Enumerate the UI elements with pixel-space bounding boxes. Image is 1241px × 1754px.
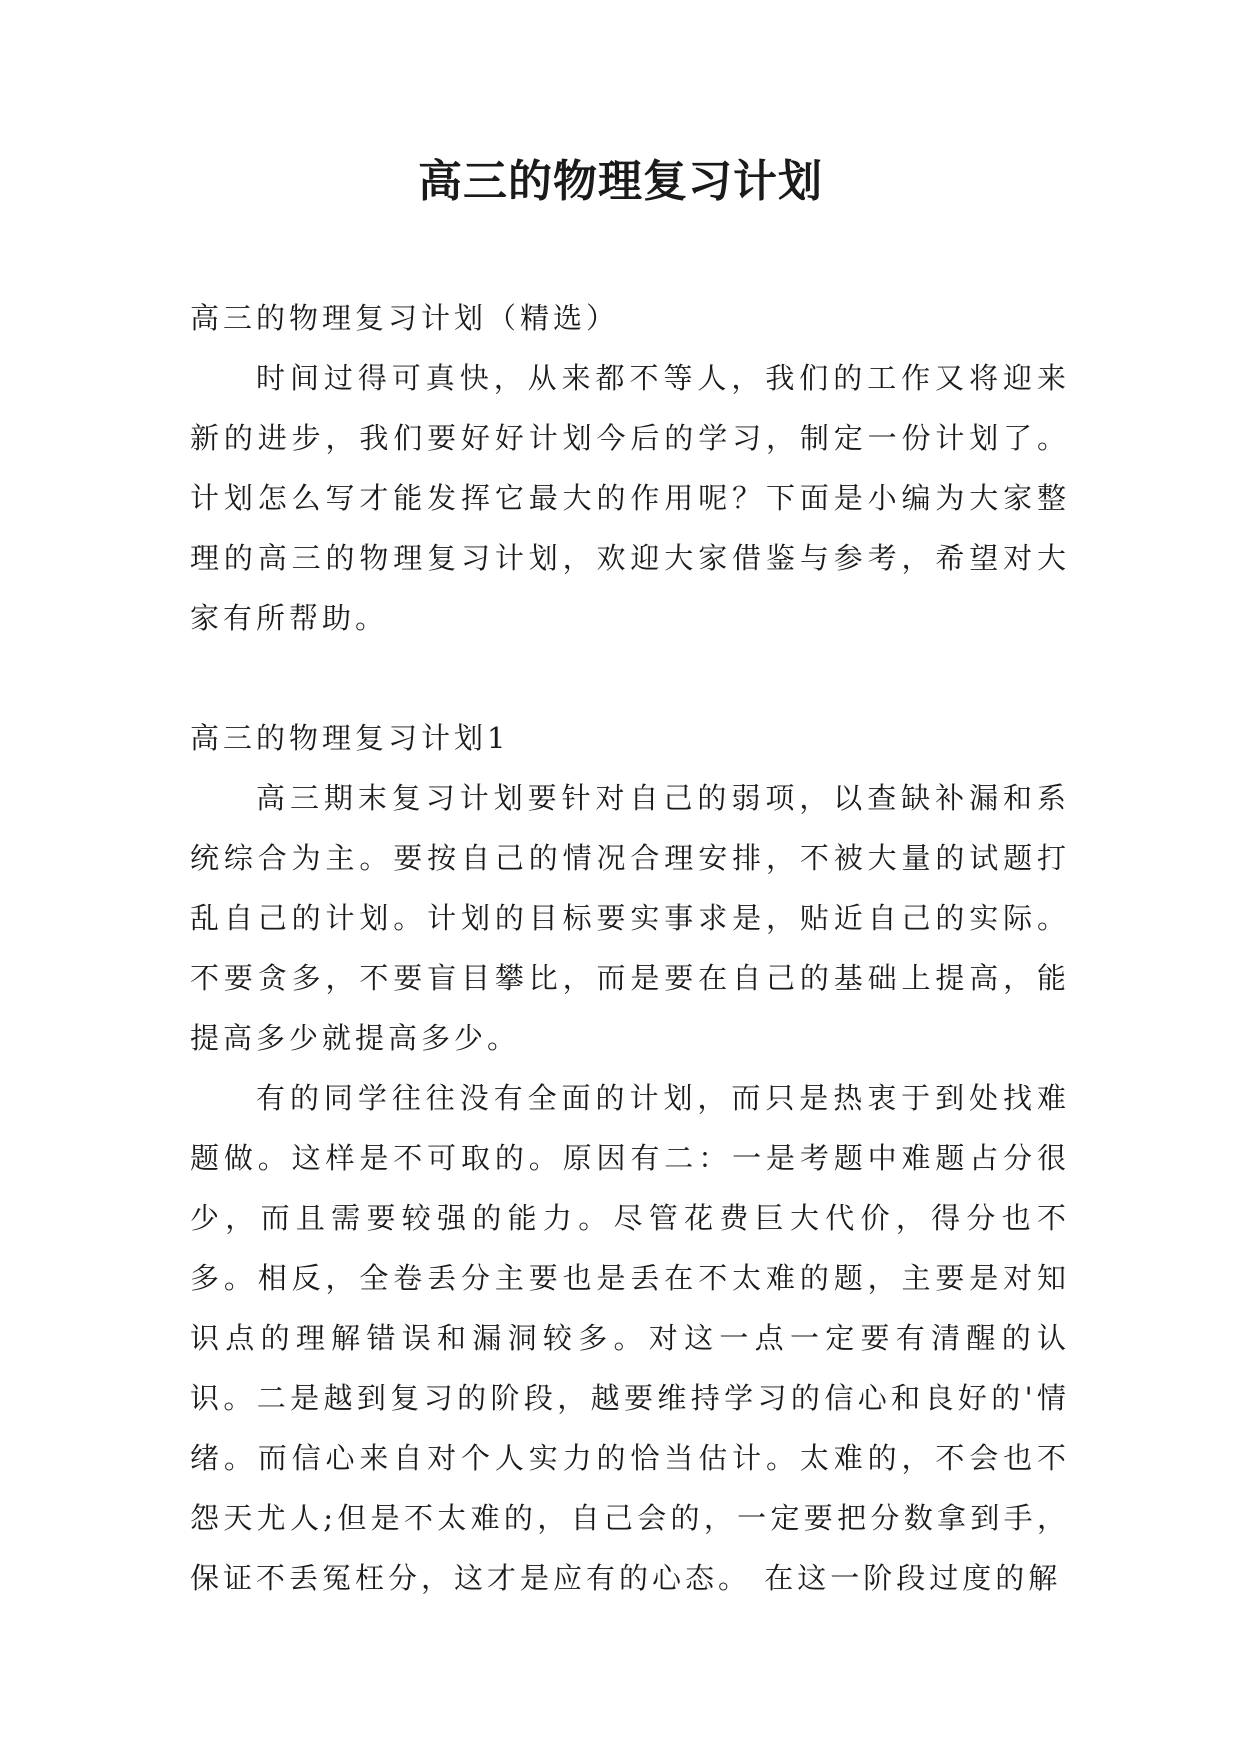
intro-heading: 高三的物理复习计划（精选）	[190, 301, 620, 335]
plan1-paragraph-2: 有的同学往往没有全面的计划，而只是热衷于到处找难题做。这样是不可取的。原因有二：一是考题中难题占分很少，而且需要较强的能力。尽管花费巨大代价，得分也不多。相反，全卷丢分主要也是丢在不太难的题，主要是对知识点的理解错误和漏洞较多。对这一点一定要有清醒的认识。二是越到复习的阶段，越要维持学习的信心和良好的'情绪。而信心来自对个人实力的恰当估计。太难的，不会也不怨天尤人;但是不太难的，自己会的，一定要把分数拿到手，保证不丢冤枉分，这才是应有的心态。 在这一阶段过度的解	[190, 1081, 1070, 1595]
document-title: 高三的物理复习计划	[418, 156, 823, 207]
document-body	[190, 288, 1070, 1608]
plan1-paragraph-1: 高三期末复习计划要针对自己的弱项，以查缺补漏和系统综合为主。要按自己的情况合理安排，不被大量的试题打乱自己的计划。计划的目标要实事求是，贴近自己的实际。不要贪多，不要盲目攀比，而是要在自己的基础上提高，能提高多少就提高多少。	[190, 781, 1070, 1055]
intro-paragraph: 时间过得可真快，从来都不等人，我们的工作又将迎来新的进步，我们要好好计划今后的学习，制定一份计划了。计划怎么写才能发挥它最大的作用呢？下面是小编为大家整理的高三的物理复习计划，欢迎大家借鉴与参考，希望对大家有所帮助。	[190, 361, 1070, 635]
section-spacer	[190, 648, 1070, 708]
plan1-heading: 高三的物理复习计划1	[190, 721, 510, 755]
